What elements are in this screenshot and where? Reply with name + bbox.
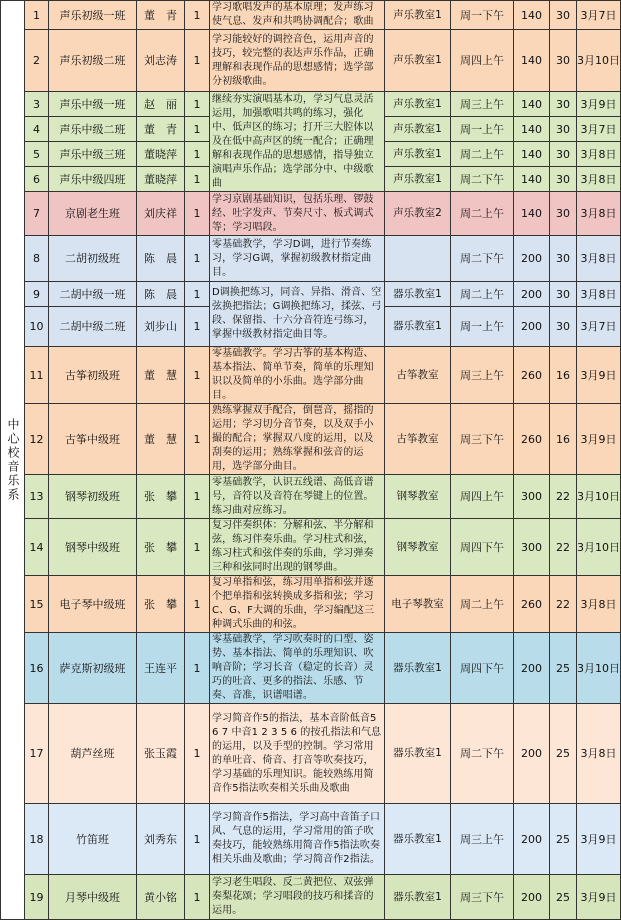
course-description: 复习单指和弦，练习用单指和弦并逐个把单指和弦转换成多指和弦；学习C、G、F大调的乐曲，学习编配这三种调式乐曲的和弦。	[210, 576, 385, 633]
class-time: 周三上午	[451, 92, 514, 117]
tuition-fee: 200	[514, 804, 550, 875]
class-count: 1	[185, 475, 210, 519]
course-description: 学习能较好的调控音色，运用声音的技巧，较完整的表达声乐作品，正确理解和表现作品的思想感情；选学部分初级歌曲。	[210, 30, 385, 92]
row-number: 3	[25, 92, 49, 117]
teacher-name: 黄小铭	[137, 875, 185, 920]
course-description: 继续夯实演唱基本功，学习气息灵活运用，加强歌唱共鸣的练习，强化中、低声区的练习；打开三大腔体以及在低中高声区的统一配合；正确理解和表现作品的思想感情，指导独立演唱声乐作品；选学部分中、中级歌曲	[210, 92, 385, 192]
start-date: 3月8日	[577, 282, 621, 307]
start-date: 3月8日	[577, 704, 621, 804]
start-date: 3月7日	[577, 1, 621, 30]
tuition-fee: 200	[514, 704, 550, 804]
classroom: 声乐教室1	[385, 92, 451, 117]
class-count: 1	[185, 404, 210, 475]
start-date: 3月8日	[577, 192, 621, 236]
tuition-fee: 140	[514, 30, 550, 92]
table-row	[1, 576, 621, 633]
table-row	[1, 347, 621, 404]
class-name: 古筝中级班	[49, 404, 137, 475]
class-time: 周二下午	[451, 236, 514, 282]
tuition-fee: 260	[514, 576, 550, 633]
class-count: 1	[185, 282, 210, 307]
classroom: 古筝教室	[385, 404, 451, 475]
class-count: 1	[185, 804, 210, 875]
teacher-name: 张 攀	[137, 576, 185, 633]
tuition-fee: 200	[514, 236, 550, 282]
course-description: D调换把练习，同音、异指、滑音、空弦换把指法；G调换把练习，揉弦、弓段、保留指、十六分音符连弓练习，掌握中级教材指定曲目等。	[210, 282, 385, 347]
teacher-name: 董 慧	[137, 404, 185, 475]
teacher-name: 张 攀	[137, 475, 185, 519]
classroom: 器乐教室1	[385, 282, 451, 307]
class-time: 周二上午	[451, 192, 514, 236]
start-date: 3月10日	[577, 30, 621, 92]
class-capacity: 22	[550, 475, 577, 519]
class-name: 钢琴中级班	[49, 519, 137, 576]
start-date: 3月9日	[577, 804, 621, 875]
class-count: 1	[185, 142, 210, 167]
teacher-name: 董 青	[137, 117, 185, 142]
teacher-name: 董 青	[137, 1, 185, 30]
class-count: 1	[185, 236, 210, 282]
table-row	[1, 192, 621, 236]
row-number: 1	[25, 1, 49, 30]
tuition-fee: 140	[514, 117, 550, 142]
class-name: 声乐中级四班	[49, 167, 137, 192]
row-number: 11	[25, 347, 49, 404]
row-number: 4	[25, 117, 49, 142]
course-description: 学习简音作5指法，学习高中音笛子口风、气息的运用，学习常用的笛子吹奏技巧，能较熟练用简音作5指法吹奏相关乐曲及歌曲；学习简音作2指法。	[210, 804, 385, 875]
class-name: 二胡中级二班	[49, 307, 137, 347]
class-count: 1	[185, 633, 210, 704]
tuition-fee: 300	[514, 519, 550, 576]
row-number: 13	[25, 475, 49, 519]
table-row	[1, 236, 621, 282]
teacher-name: 王连平	[137, 633, 185, 704]
classroom: 古筝教室	[385, 347, 451, 404]
classroom: 器乐教室1	[385, 704, 451, 804]
course-description: 学习京剧基础知识，包括乐理、锣鼓经、吐字发声、节奏尺寸、板式调式等；学习唱段。	[210, 192, 385, 236]
teacher-name: 刘秀东	[137, 804, 185, 875]
row-number: 10	[25, 307, 49, 347]
class-count: 1	[185, 519, 210, 576]
start-date: 3月8日	[577, 236, 621, 282]
class-time: 周一上午	[451, 307, 514, 347]
class-name: 京剧老生班	[49, 192, 137, 236]
tuition-fee: 200	[514, 282, 550, 307]
class-capacity: 22	[550, 519, 577, 576]
start-date: 3月9日	[577, 875, 621, 920]
class-name: 葫芦丝班	[49, 704, 137, 804]
classroom: 钢琴教室	[385, 519, 451, 576]
classroom: 声乐教室1	[385, 142, 451, 167]
classroom: 声乐教室1	[385, 1, 451, 30]
start-date: 3月9日	[577, 404, 621, 475]
class-time: 周二上午	[451, 576, 514, 633]
course-description: 零基础教学，学习D调，进行节奏练习，学习G调，掌握初级教材指定曲目。	[210, 236, 385, 282]
class-name: 二胡初级班	[49, 236, 137, 282]
class-name: 声乐中级一班	[49, 92, 137, 117]
classroom: 器乐教室1	[385, 307, 451, 347]
class-capacity: 25	[550, 804, 577, 875]
table-row	[1, 1, 621, 30]
tuition-fee: 260	[514, 347, 550, 404]
classroom: 电子琴教室	[385, 576, 451, 633]
class-capacity: 30	[550, 142, 577, 167]
table-row	[1, 875, 621, 920]
start-date: 3月7日	[577, 307, 621, 347]
row-number: 14	[25, 519, 49, 576]
teacher-name: 陈 晨	[137, 282, 185, 307]
class-capacity: 30	[550, 236, 577, 282]
class-name: 萨克斯初级班	[49, 633, 137, 704]
class-count: 1	[185, 347, 210, 404]
course-description: 零基础教学，认识五线谱、高低音谱号，音符以及音符在琴键上的位置。练习曲对应练习。	[210, 475, 385, 519]
start-date: 3月8日	[577, 167, 621, 192]
classroom: 声乐教室1	[385, 167, 451, 192]
row-number: 2	[25, 30, 49, 92]
class-capacity: 30	[550, 282, 577, 307]
course-description: 复习伴奏织体：分解和弦、半分解和弦，练习伴奏乐曲。学习柱式和弦，练习柱式和弦伴奏的乐曲，学习弹奏三种和弦同时出现的钢琴曲。	[210, 519, 385, 576]
class-time: 周三下午	[451, 875, 514, 920]
row-number: 7	[25, 192, 49, 236]
course-description: 熟练掌握双手配合，倒琶音，摇指的运用；学习切分音节奏，以及双手小撮的配合；掌握双八度的运用，以及刮奏的运用；熟练掌握和弦音的运用，选学部分曲目。	[210, 404, 385, 475]
teacher-name: 刘步山	[137, 307, 185, 347]
class-capacity: 22	[550, 576, 577, 633]
start-date: 3月10日	[577, 475, 621, 519]
class-name: 声乐中级三班	[49, 142, 137, 167]
row-number: 6	[25, 167, 49, 192]
class-capacity: 30	[550, 117, 577, 142]
class-name: 二胡中级一班	[49, 282, 137, 307]
table-row	[1, 475, 621, 519]
tuition-fee: 140	[514, 192, 550, 236]
tuition-fee: 140	[514, 1, 550, 30]
class-time: 周一下午	[451, 1, 514, 30]
department-label: 中心校音乐系	[1, 1, 25, 920]
row-number: 5	[25, 142, 49, 167]
class-time: 周二下午	[451, 167, 514, 192]
class-name: 声乐中级二班	[49, 117, 137, 142]
teacher-name: 刘志涛	[137, 30, 185, 92]
class-count: 1	[185, 92, 210, 117]
class-capacity: 25	[550, 875, 577, 920]
table-row	[1, 404, 621, 475]
class-count: 1	[185, 30, 210, 92]
table-row	[1, 804, 621, 875]
class-time: 周二上午	[451, 142, 514, 167]
start-date: 3月10日	[577, 519, 621, 576]
class-time: 周三上午	[451, 804, 514, 875]
table-row	[1, 92, 621, 117]
tuition-fee: 200	[514, 633, 550, 704]
class-time: 周一上午	[451, 117, 514, 142]
tuition-fee: 300	[514, 475, 550, 519]
table-row	[1, 519, 621, 576]
course-description: 学习简音作5的指法，基本音阶低音5 6 7 中音1 2 3 5 6 的按孔指法和气息的运用，以及手型的控制。学习常用的单吐音、倚音、打音等吹奏技巧，学习基础的乐理知识。能较熟练用简音作5指法吹奏相关乐曲及歌曲	[210, 704, 385, 804]
classroom: 声乐教室1	[385, 30, 451, 92]
class-time: 周四下午	[451, 633, 514, 704]
class-name: 古筝初级班	[49, 347, 137, 404]
class-time: 周四上午	[451, 30, 514, 92]
row-number: 15	[25, 576, 49, 633]
row-number: 8	[25, 236, 49, 282]
row-number: 17	[25, 704, 49, 804]
teacher-name: 刘庆祥	[137, 192, 185, 236]
class-capacity: 30	[550, 92, 577, 117]
teacher-name: 董晓萍	[137, 167, 185, 192]
class-time: 周四下午	[451, 519, 514, 576]
tuition-fee: 140	[514, 167, 550, 192]
course-description: 学习歌唱发声的基本原理；发声练习使气息、发声和共鸣协调配合；歌曲	[210, 1, 385, 30]
tuition-fee: 140	[514, 142, 550, 167]
classroom: 声乐教室1	[385, 117, 451, 142]
tuition-fee: 200	[514, 875, 550, 920]
class-count: 1	[185, 307, 210, 347]
class-capacity: 30	[550, 167, 577, 192]
class-capacity: 30	[550, 307, 577, 347]
class-capacity: 30	[550, 30, 577, 92]
table-row	[1, 282, 621, 307]
class-count: 1	[185, 192, 210, 236]
class-count: 1	[185, 117, 210, 142]
class-name: 月琴中级班	[49, 875, 137, 920]
class-capacity: 25	[550, 633, 577, 704]
class-count: 1	[185, 167, 210, 192]
start-date: 3月7日	[577, 117, 621, 142]
class-count: 1	[185, 1, 210, 30]
class-capacity: 16	[550, 347, 577, 404]
class-time: 周二下午	[451, 704, 514, 804]
table-row	[1, 30, 621, 92]
row-number: 19	[25, 875, 49, 920]
row-number: 18	[25, 804, 49, 875]
class-name: 电子琴中级班	[49, 576, 137, 633]
start-date: 3月9日	[577, 347, 621, 404]
teacher-name: 张 攀	[137, 519, 185, 576]
start-date: 3月8日	[577, 142, 621, 167]
class-capacity: 30	[550, 192, 577, 236]
tuition-fee: 260	[514, 404, 550, 475]
class-time: 周三上午	[451, 347, 514, 404]
class-name: 钢琴初级班	[49, 475, 137, 519]
class-count: 1	[185, 704, 210, 804]
course-description: 零基础教学。学习古筝的基本构造、基本指法、简单节奏，简单的乐理知识以及简单的小乐曲。选学部分曲目。	[210, 347, 385, 404]
class-count: 1	[185, 875, 210, 920]
course-description: 零基础教学，学习吹奏时的口型、姿势、基本指法、简单的乐理知识、吹响音阶；学习长音（稳定的长音）灵巧的吐音、更多的指法、乐感、节奏、音准，识谱唱谱。	[210, 633, 385, 704]
class-name: 声乐初级二班	[49, 30, 137, 92]
teacher-name: 张玉霞	[137, 704, 185, 804]
teacher-name: 陈 晨	[137, 236, 185, 282]
classroom: 器乐教室1	[385, 875, 451, 920]
class-capacity: 16	[550, 404, 577, 475]
table-row	[1, 633, 621, 704]
class-time: 周三下午	[451, 404, 514, 475]
classroom: 声乐教室2	[385, 192, 451, 236]
class-name: 声乐初级一班	[49, 1, 137, 30]
class-capacity: 30	[550, 1, 577, 30]
class-time: 周二上午	[451, 282, 514, 307]
start-date: 3月10日	[577, 633, 621, 704]
start-date: 3月8日	[577, 576, 621, 633]
table-row	[1, 704, 621, 804]
row-number: 9	[25, 282, 49, 307]
teacher-name: 董 慧	[137, 347, 185, 404]
classroom: 钢琴教室	[385, 475, 451, 519]
row-number: 16	[25, 633, 49, 704]
classroom: 器乐教室1	[385, 804, 451, 875]
class-name: 竹笛班	[49, 804, 137, 875]
class-time: 周四上午	[451, 475, 514, 519]
class-count: 1	[185, 576, 210, 633]
classroom	[385, 236, 451, 282]
tuition-fee: 140	[514, 92, 550, 117]
row-number: 12	[25, 404, 49, 475]
tuition-fee: 200	[514, 307, 550, 347]
teacher-name: 赵 丽	[137, 92, 185, 117]
class-capacity: 25	[550, 704, 577, 804]
teacher-name: 董晓萍	[137, 142, 185, 167]
start-date: 3月9日	[577, 92, 621, 117]
course-description: 学习老生唱段、反二黄把位、双弦弹奏梨花颂；学习唱段的技巧和揉音的运用。	[210, 875, 385, 920]
classroom: 器乐教室1	[385, 633, 451, 704]
